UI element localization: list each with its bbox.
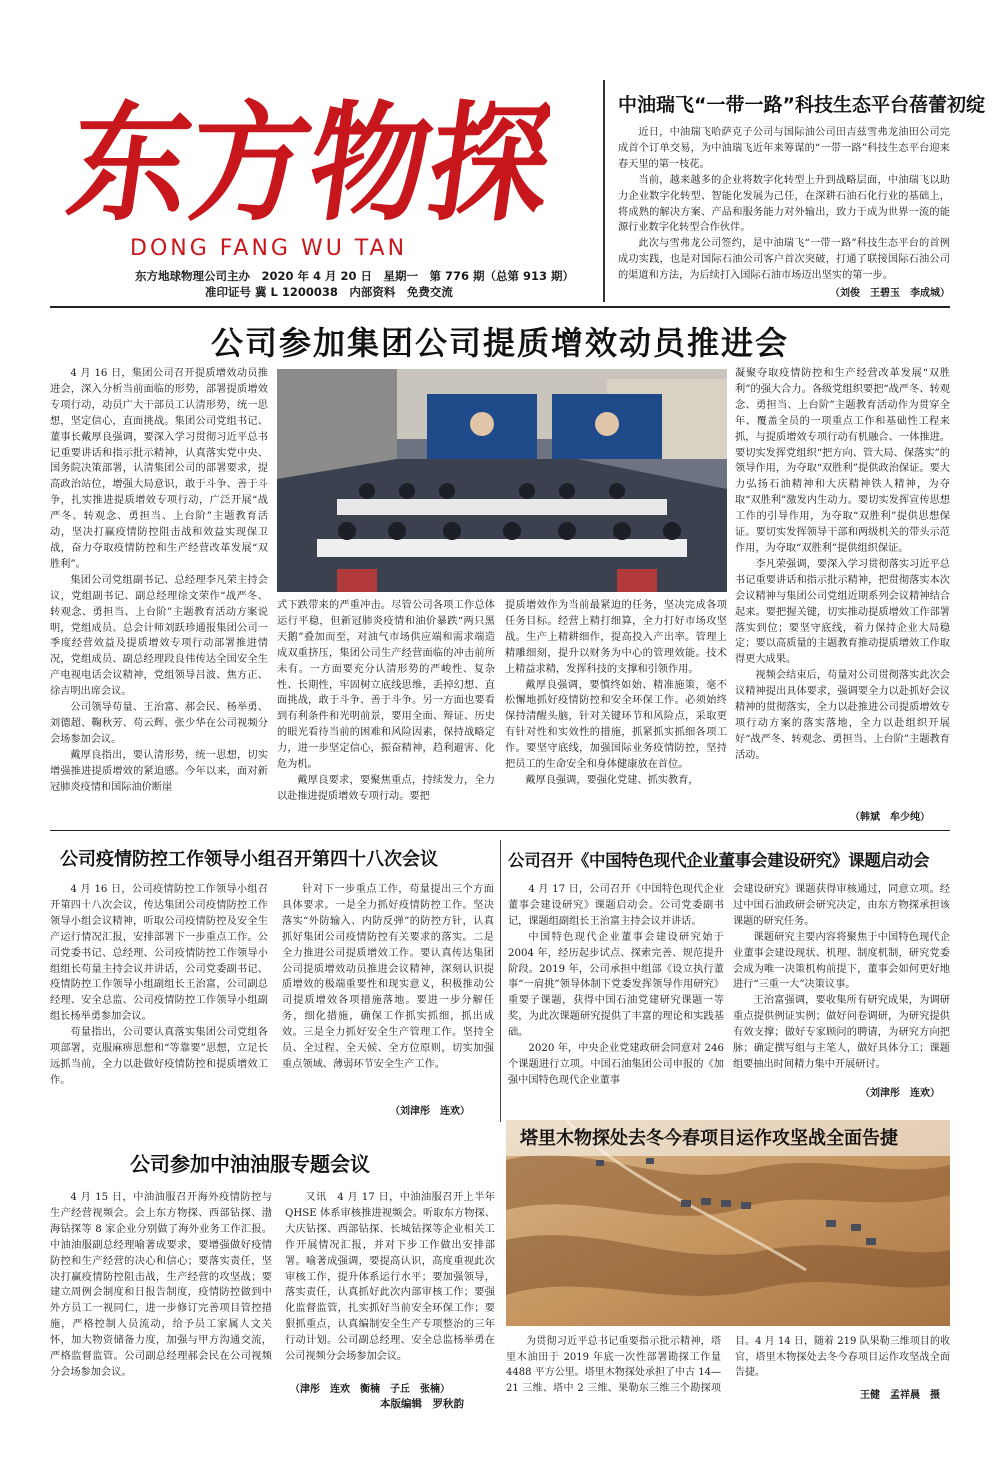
top-article-credit: （刘俊 王碧玉 李成城） — [830, 288, 950, 299]
photo-story-caption-text: 为贯彻习近平总书记重要指示批示精神，塔里木油田于 2019 年底一次性部署勘探工作量 4488 平方公里。塔里木物探处承担了中古 14—21 三维、塔中 2 三维、果勒东三维三个勘探项目。4 月 14 日，随着 219 队果勒三维项目的收官，塔里木物探处去冬今春项目运作攻坚战全面告捷。 — [506, 1336, 950, 1394]
lead-paragraph: 4 月 16 日，集团公司召开提质增效动员推进会，深入分析当前面临的形势，部署提质增效专项行动，动员广大干部员工认清形势，统一思想，坚定信心，直面挑战。集团公司党组书记、董事长戴厚良强调，要深入学习贯彻习近平总书记重要讲话和指示批示精神，认真落实党中央、国务院决策部署，认清集团公司的部署要求，提高政治站位，增强大局意识，敢于斗争、善于斗争，扎实推进提质增效专项行动，广泛开展“战严冬、转观念、勇担当、上台阶”主题教育活动，坚决打赢疫情防控阻击战和效益实现保卫战，奋力夺取疫情防控和生产经营改革发展“双胜利”。 — [50, 368, 268, 570]
lead-article-column-2 — [277, 598, 495, 806]
top-article-paragraph: 当前，越来越多的企业将数字化转型上升到战略层面，中油瑞飞以助力企业数字化转型、智能化发展为己任，在深耕石油石化行业的基础上，将成熟的解决方案、产品和服务能力对外输出，致力于成为世界一流的能源行业数字化转型合作伙伴。 — [618, 174, 950, 234]
covid-paragraph: 苟量指出，公司要认真落实集团公司党组各项部署，克服麻痹思想和“等靠要”思想，立足长远抓当前，全力以赴做好疫情防控和提质增效工作。 — [50, 1027, 268, 1086]
lead-article-title: 公司参加集团公司提质增效动员推进会 — [210, 324, 789, 362]
lead-article-credit: （韩斌 牟少纯） — [850, 812, 930, 823]
masthead-permit-info: 准印证号 冀 L 1200038 内部资料 免费交流 — [205, 285, 453, 299]
cnpc-article-title: 公司参加中油油服专题会议 — [130, 1152, 370, 1176]
cnpc-paragraph: 4 月 15 日，中油油服召开海外疫情防控与生产经营视频会。会上东方物探、西部钻探、渤海钻探等 8 家企业分别做了海外业务工作汇报。中油油服副总经理喻著成要求，要增强做好疫情防控和生产经营的决心和信心；要落实责任，坚决打赢疫情防控阻击战，生产经营的攻坚战；要建立周例会制度和日报告制度，疫情防控做到中外方员工一视同仁，进一步修订完善项目管控措施，严格控制人员流动，给予员工家属人文关怀，加大物资储备力度，加强与甲方沟通交流，严格监督监管。公司副总经理郝会民在公司视频分会场参加会议。 — [50, 1192, 272, 1378]
covid-paragraph: 4 月 16 日，公司疫情防控工作领导小组召开第四十八次会议，传达集团公司疫情防控工作领导小组会议精神，听取公司疫情防控及安全生产运行情况汇报，安排部署下一步重点工作。公司党委书记、总经理、公司疫情防控工作领导小组组长苟量主持会议并讲话，公司党委副书记、疫情防控工作领导小组副组长王治富，公司副总经理、安全总监、公司疫情防控工作领导小组副组长杨举勇参加会议。 — [50, 884, 268, 1023]
cnpc-article-credit: （津彤 连欢 衡楠 子丘 张楠） — [290, 1384, 450, 1395]
lead-paragraph: 戴厚良要求，要聚焦重点，持续发力，全力以赴推进提质增效专项行动。要把 — [277, 774, 495, 802]
lead-article-column-4 — [735, 366, 950, 806]
lead-paragraph: 李凡荣强调，要深入学习贯彻落实习近平总书记重要讲话和指示批示精神，把贯彻落实本次会议精神与集团公司党组近期系列会议精神结合起来。要把握关键，切实推动提质增效工作部署落实到位；要坚守底线，着力保持企业大局稳定；要以高质量的主题教育推动提质增效工作取得更大成果。 — [735, 558, 950, 666]
masthead-pinyin: DONG FANG WU TAN — [130, 236, 408, 261]
masthead-logo — [60, 80, 550, 230]
lead-paragraph: 式下跌带来的严重冲击。尽管公司各项工作总体运行平稳，但新冠肺炎疫情和油价暴跌“两只黑天鹅”叠加而至，对油气市场供应端和需求端造成双重挤压，集团公司生产经营面临的冲击前所未有。一方面要充分认清形势的严峻性、复杂性、长期性，牢固树立底线思维，丢掉幻想、直面挑战，敢于斗争、善于斗争。另一方面也要看到有利条件和光明前景，要用全面、辩证、历史的眼光看待当前的困难和风险因素，保持战略定力，进一步坚定信心，振奋精神，趋利避害、化危为机。 — [277, 600, 495, 771]
covid-article-credit: （刘津彤 连欢） — [390, 1106, 470, 1117]
photo-story-credit: 王健 孟祥晨 摄 — [860, 1390, 940, 1401]
research-paragraph: 会建设研究》课题获得审核通过，同意立项。经过中国石油政研会研究决定，由东方物探承担该课题的研究任务。 — [733, 884, 950, 927]
covid-article-title: 公司疫情防控工作领导小组召开第四十八次会议 — [60, 849, 438, 870]
research-paragraph: 4 月 17 日，公司召开《中国特色现代企业董事会建设研究》课题启动会。公司党委副书记，课题组副组长王治富主持会议并讲话。 — [508, 884, 724, 927]
section-rule — [50, 830, 950, 831]
masthead-logo-text: 东方物探 — [60, 88, 550, 230]
research-article-credit: （刘津彤 连欢） — [860, 1088, 940, 1099]
top-article-divider — [603, 80, 605, 302]
research-paragraph: 中国特色现代企业董事会建设研究始于 2004 年，经历起步试点、探索完善、规范提升阶段。2019 年，公司承担中组部《设立执行董事“一肩挑”领导体制下党委发挥领导作用研究》重要子课题，获得中国石油党建研究课题一等奖，为此次课题研究提供了丰富的理论和实践基础。 — [508, 931, 724, 1039]
top-article-title: 中油瑞飞“一带一路”科技生态平台蓓蕾初绽 — [618, 94, 985, 116]
lead-paragraph: 集团公司党组副书记、总经理李凡荣主持会议，党组副书记、副总经理徐文荣作“战严冬、转观念、勇担当、上台阶”主题教育活动方案说明，党组成员、总会计师刘跃珍通报集团公司一季度经营效益及提质增效专项行动部署推进情况，党组成员、副总经理段良伟传达全国安全生产电视电话会议精神，党组领导吕波、焦方正、徐吉明出席会议。 — [50, 574, 268, 698]
research-paragraph: 课题研究主要内容将聚焦于中国特色现代企业董事会建设现状、机理、制度机制，研究党委会成为唯一决策机构前提下，董事会如何更好地进行“三重一大”决策议事。 — [733, 931, 950, 991]
column-divider — [500, 840, 501, 1122]
covid-paragraph: 针对下一步重点工作，苟量提出三个方面具体要求。一是全力抓好疫情防控工作。坚决落实“外防输入、内防反弹”的防控方针，认真抓好集团公司疫情防控有关要求的落实。二是全力推进公司提质增效工作。要认真传达集团公司提质增效动员推进会议精神，深刻认识提质增效的极端重要性和现实意义，积极推动公司提质增效各项措施落地。要进一步分解任务，细化措施，确保工作抓实抓细，抓出成效。三是全力抓好安全生产管理工作。坚持全员、全过程、全天候、全方位原则，切实加强重点领域、薄弱环节安全生产工作。 — [282, 884, 494, 1070]
cnpc-article-column-1 — [50, 1190, 272, 1406]
research-paragraph: 2020 年，中央企业党建政研会同意对 246 个课题进行立项。中国石油集团公司申报的《加强中国特色现代企业董事 — [508, 1043, 724, 1086]
photo-story-title: 塔里木物探处去冬今春项目运作攻坚战全面告捷 — [520, 1128, 898, 1149]
masthead-issue-info: 东方地球物理公司主办 2020 年 4 月 20 日 星期一 第 776 期（总第 913 期） — [135, 269, 575, 283]
cnpc-paragraph: 又讯 4 月 17 日，中油油服召开上半年 QHSE 体系审核推进视频会。听取东方物探、大庆钻探、西部钻探、长城钻探等企业相关工作开展情况汇报，并对下步工作做出安排部署。喻著成强调，要提高认识，高度重视此次审核工作，提升体系运行水平；要加强领导，落实责任，认真抓好此次内部审核工作；要强化监督监管，扎实抓好当前安全环保工作；要狠抓重点，认真编制安全生产专项整治的三年行动计划。公司副总经理、安全总监杨举勇在公司视频分会场参加会议。 — [285, 1192, 495, 1363]
top-article-body — [618, 125, 950, 283]
cnpc-article-column-2 — [285, 1190, 495, 1376]
lead-paragraph: 提质增效作为当前最紧迫的任务，坚决完成各项任务目标。经营上精打细算，全力打好市场攻坚战。生产上精耕细作，提高投入产出率。管理上精雕细刻，提升以财务为中心的管理效能。技术上精益求精，发挥科技的支撑和引领作用。 — [505, 600, 727, 675]
masthead-rule — [50, 306, 950, 308]
lead-article-column-1 — [50, 366, 268, 806]
lead-paragraph: 戴厚良指出，要认清形势，统一思想，切实增强推进提质增效的紧迫感。今年以来，面对新冠肺炎疫情和国际油价断崖 — [50, 749, 268, 793]
lead-paragraph: 凝聚夺取疫情防控和生产经营改革发展“双胜利”的强大合力。各级党组织要把“战严冬、转观念、勇担当、上台阶”主题教育活动作为贯穿全年、覆盖全员的一项重点工作和基础性工程来抓，与提质增效专项行动有机融合、一体推进。要切实发挥党组织“把方向、管大局、保落实”的领导作用，为夺取“双胜利”提供政治保证。要大力弘扬石油精神和大庆精神铁人精神，为夺取“双胜利”激发内生动力。要切实发挥宣传思想工作的引导作用，为夺取“双胜利”提供思想保证。要切实发挥领导干部和两级机关的带头示范作用，为夺取“双胜利”提供组织保证。 — [735, 368, 950, 554]
lead-paragraph: 视频会结束后，苟量对公司贯彻落实此次会议精神提出具体要求，强调要全力以赴抓好会议精神的贯彻落实，全力以赴推进公司提质增效专项行动方案的落实落地，全力以赴组织开展好“战严冬、转观念、勇担当、上台阶”主题教育活动。 — [735, 670, 950, 761]
top-article-paragraph: 此次与雪弗龙公司签约，是中油瑞飞“一带一路”科技生态平台的首例成功实践，也是对国际石油公司客户首次突破，打通了联接国际石油公司的渠道和方法，为后续打入国际石油市场迈出坚实的第一步。 — [618, 238, 950, 282]
covid-article-column-2 — [282, 882, 494, 1102]
lead-paragraph: 戴厚良强调，要慎终如始、精准施策，毫不松懈地抓好疫情防控和安全环保工作。必须始终保持清醒头脑，针对关键环节和风险点，采取更有针对性和实效性的措施，抓紧抓实抓细各项工作。要坚守底线，加强国际业务疫情防控，坚持把员工的生命安全和身体健康放在首位。 — [505, 679, 727, 771]
covid-article-column-1 — [50, 882, 268, 1118]
lead-paragraph: 戴厚良强调，要强化党建、抓实教育， — [525, 774, 699, 786]
meeting-photo — [277, 369, 727, 592]
lead-article-column-3 — [505, 598, 727, 806]
lead-paragraph: 公司领导苟量、王治富、郝会民、杨举勇、刘德超、鞠秋芳、苟云辉、张少华在公司视频分会场参加会议。 — [50, 702, 268, 745]
research-article-column-1 — [508, 882, 724, 1100]
page-editor: 本版编辑 罗秋韵 — [380, 1398, 464, 1410]
research-article-title: 公司召开《中国特色现代企业董事会建设研究》课题启动会 — [508, 851, 930, 870]
research-article-column-2 — [733, 882, 950, 1082]
research-paragraph: 王治富强调，要收集所有研究成果，为调研重点提供例证实例；做好问卷调研，为研究提供有效支撑；做好专家顾问的聘请，为研究方向把脉；确定撰写组与主笔人，做好具体分工；课题组要抽出时间精力集中开展研讨。 — [733, 995, 950, 1070]
desert-photo — [506, 1120, 950, 1326]
top-article-paragraph: 近日，中油瑞飞哈萨克子公司与国际油公司田吉兹雪弗龙油田公司完成首个订单交易，为中油瑞飞近年来筹谋的“一带一路”科技生态平台迎来春天里的第一枝花。 — [618, 127, 950, 170]
